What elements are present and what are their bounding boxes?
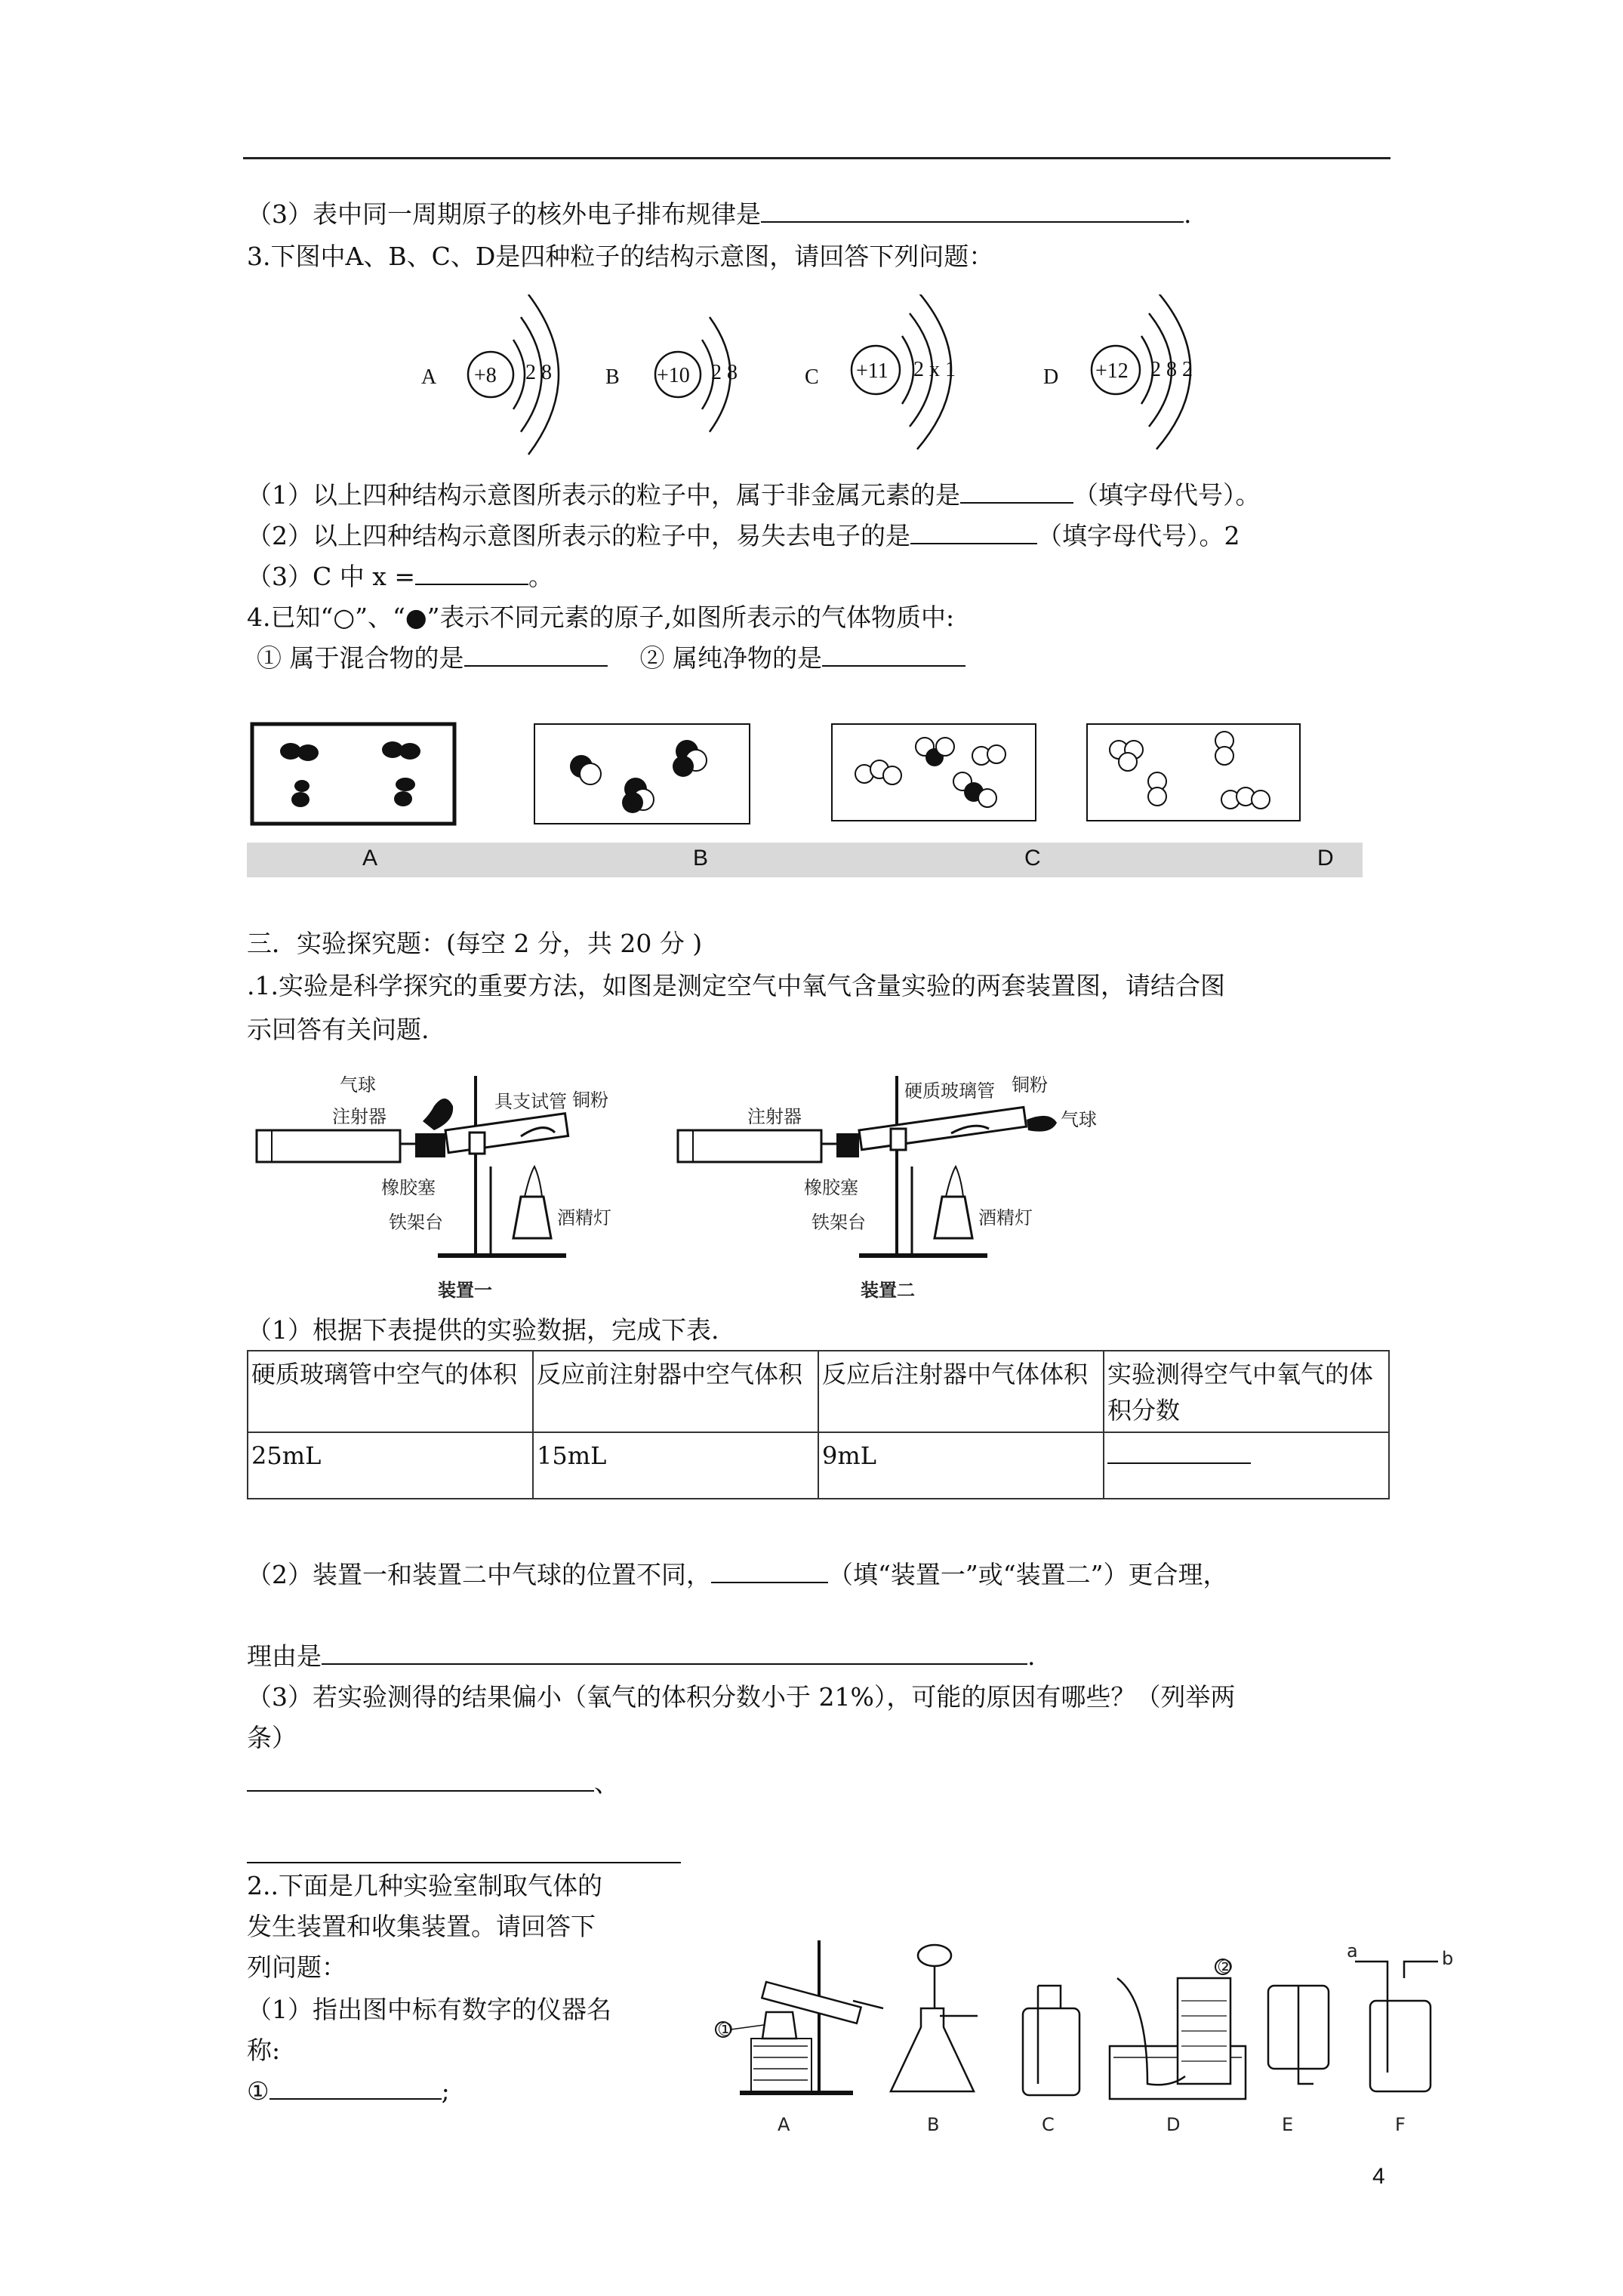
- mark-one: ①: [717, 2019, 734, 2040]
- nucleus-charge: +10: [657, 364, 690, 387]
- s3-q2-line1: 2..下面是几种实验室制取气体的: [247, 1871, 602, 1900]
- shell-electrons: 2 8: [525, 361, 552, 384]
- nucleus-charge: +12: [1095, 359, 1129, 383]
- s3-sub2: （2）装置一和装置二中气球的位置不同， （填“装置一”或“装置二”）更合理，: [247, 1560, 1228, 1589]
- shell-electrons: 2 8 2: [1150, 358, 1193, 381]
- s3-sub3-line2: 条）: [247, 1723, 297, 1752]
- label-syringe: 注射器: [747, 1106, 802, 1127]
- box-label-strip: [247, 843, 1363, 877]
- data-table: [247, 1350, 1390, 1499]
- label-iron-stand: 铁架台: [812, 1212, 866, 1233]
- label-iron-stand: 铁架台: [389, 1212, 443, 1233]
- s3-q2-line2: 发生装置和收集装置。请回答下: [247, 1912, 596, 1941]
- q4-title: 4.已知“○”、“●”表示不同元素的原子,如图所表示的气体物质中:: [247, 603, 955, 632]
- box-d: [1087, 724, 1300, 821]
- answer-blank[interactable]: [822, 643, 965, 667]
- apparatus-c: [1023, 1986, 1079, 2135]
- s3-q2-line4: （1）指出图中标有数字的仪器名: [247, 1995, 611, 2024]
- molecule-boxes: [249, 721, 1306, 834]
- label-a: A: [778, 2114, 790, 2135]
- apparatus-f: [1347, 1940, 1453, 2135]
- s3-sub2-reason: 理由是 .: [247, 1641, 1036, 1671]
- label-copper-powder: 铜粉: [1012, 1074, 1048, 1096]
- header-rule: [243, 157, 1390, 159]
- shell-electrons: 2 8: [711, 361, 738, 384]
- particle-b: [605, 317, 738, 432]
- box-label-b: B: [693, 846, 709, 871]
- table-cell: 25mL: [248, 1432, 533, 1499]
- answer-blank[interactable]: [761, 199, 1184, 223]
- answer-blank[interactable]: [464, 643, 608, 667]
- label-b: B: [927, 2114, 940, 2135]
- box-label-d: D: [1317, 846, 1334, 871]
- label-copper-powder: 铜粉: [572, 1089, 608, 1111]
- particle-d: [1043, 294, 1193, 449]
- q3-sub1: （1）以上四种结构示意图所表示的粒子中，属于非金属元素的是 （填字母代号）。: [247, 480, 1261, 510]
- answer-blank[interactable]: [711, 1559, 828, 1583]
- q3-sub2: （2）以上四种结构示意图所表示的粒子中，易失去电子的是 （填字母代号）。2: [247, 521, 1240, 550]
- table-cell-answer[interactable]: [1104, 1432, 1389, 1499]
- port-a: a: [1347, 1940, 1358, 1962]
- table-header: 硬质玻璃管中空气的体积: [248, 1351, 533, 1432]
- particle-a: [421, 294, 559, 455]
- nucleus-charge: +11: [856, 359, 888, 383]
- box-c: [832, 724, 1036, 821]
- particle-label: A: [421, 365, 437, 389]
- mark-two: ②: [1217, 1956, 1233, 1977]
- atom-diagrams: [408, 294, 1313, 461]
- q4-subs: ① 属于混合物的是 ② 属纯净物的是: [257, 642, 965, 675]
- answer-blank[interactable]: [269, 2076, 442, 2100]
- box-a: [252, 724, 454, 824]
- apparatus-a: [716, 1940, 883, 2135]
- label-c: C: [1042, 2114, 1055, 2135]
- label-e: E: [1282, 2114, 1294, 2135]
- answer-blank[interactable]: [247, 1767, 594, 1792]
- table-cell: 15mL: [533, 1432, 818, 1499]
- apparatus-one: [257, 1074, 611, 1256]
- label-rubber-stopper: 橡胶塞: [381, 1177, 436, 1198]
- answer-blank-line[interactable]: [247, 1862, 681, 1863]
- particle-label: C: [805, 365, 819, 389]
- label-glass-tube: 硬质玻璃管: [904, 1080, 995, 1102]
- label-rubber-stopper: 橡胶塞: [804, 1177, 858, 1198]
- answer-blank[interactable]: [322, 1641, 1027, 1665]
- label-balloon: 气球: [340, 1074, 376, 1096]
- s3-q2-line5: 称:: [247, 2036, 281, 2065]
- caption-apparatus-one: 装置一: [438, 1280, 492, 1301]
- s3-sub3-line1: （3）若实验测得的结果偏小（氧气的体积分数小于 21%），可能的原因有哪些？（列举两: [247, 1682, 1236, 1712]
- answer-blank[interactable]: [960, 479, 1073, 504]
- answer-blank[interactable]: [1107, 1440, 1251, 1464]
- box-label-c: C: [1024, 846, 1041, 871]
- label-branch-tube: 具支试管: [494, 1091, 567, 1112]
- label-alcohol-lamp: 酒精灯: [557, 1207, 611, 1228]
- s3-q1-line1: .1.实验是科学探究的重要方法，如图是测定空气中氧气含量实验的两套装置图，请结合图: [247, 971, 1225, 1000]
- box-b: [534, 724, 750, 824]
- answer-blank[interactable]: [910, 520, 1037, 544]
- table-header: 实验测得空气中氧气的体积分数: [1104, 1351, 1389, 1432]
- answer-blank[interactable]: [415, 561, 528, 585]
- label-d: D: [1166, 2114, 1181, 2135]
- port-b: b: [1442, 1948, 1454, 1969]
- apparatus-b: [891, 1945, 978, 2135]
- apparatus-figure: [249, 1061, 1155, 1310]
- particle-label: B: [605, 365, 620, 389]
- label-syringe: 注射器: [332, 1106, 387, 1127]
- particle-c: [805, 294, 956, 449]
- q3-title: 3.下图中A、B、C、D是四种粒子的结构示意图，请回答下列问题：: [247, 242, 994, 271]
- label-f: F: [1395, 2114, 1406, 2135]
- q2-sub3: （3）表中同一周期原子的核外电子排布规律是 .: [247, 199, 1192, 229]
- gas-apparatus-figure: [694, 1933, 1487, 2144]
- section3-title: 三．实验探究题：(每空 2 分，共 20 分 ): [247, 929, 703, 958]
- s3-q1-line2: 示回答有关问题.: [247, 1015, 430, 1044]
- apparatus-e: [1268, 1986, 1329, 2135]
- apparatus-two: [678, 1074, 1097, 1256]
- table-cell: 9mL: [818, 1432, 1104, 1499]
- table-header: 反应后注射器中气体体积: [818, 1351, 1104, 1432]
- q3-sub3: （3）C 中 x = 。: [247, 562, 553, 591]
- s3-sub1: （1）根据下表提供的实验数据，完成下表.: [247, 1315, 719, 1345]
- page-number: 4: [1372, 2164, 1385, 2189]
- s3-q2-line3: 列问题：: [247, 1952, 346, 1982]
- box-label-a: A: [362, 846, 378, 871]
- caption-apparatus-two: 装置二: [861, 1280, 915, 1301]
- nucleus-charge: +8: [474, 364, 497, 387]
- particle-label: D: [1043, 365, 1059, 389]
- apparatus-d: [1110, 1956, 1246, 2135]
- label-balloon: 气球: [1061, 1109, 1097, 1130]
- table-header: 反应前注射器中空气体积: [533, 1351, 818, 1432]
- s3-q2-answer: ① ;: [247, 2076, 450, 2106]
- shell-electrons: 2 x 1: [913, 358, 956, 381]
- s3-sub3-answers: 、: [247, 1767, 619, 1800]
- label-alcohol-lamp: 酒精灯: [978, 1207, 1033, 1228]
